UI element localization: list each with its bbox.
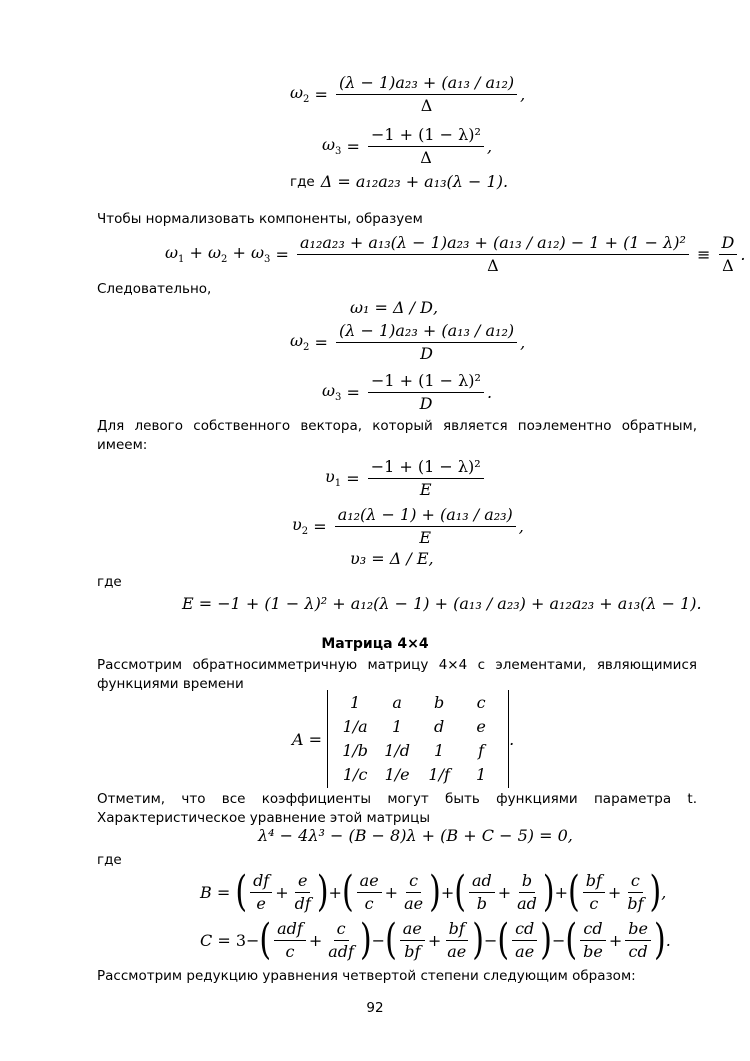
- equation-delta-definition: где Δ = a₁₂a₂₃ + a₁₃(λ − 1) .: [290, 172, 509, 191]
- text-normalize: Чтобы нормализовать компоненты, образуем: [97, 211, 423, 227]
- text-gde-3: где: [97, 852, 122, 868]
- matrix-cell: 1/e: [384, 765, 410, 784]
- omega2-numerator: (λ − 1)a₂₃ + (a₁₃ / a₁₂): [336, 72, 517, 95]
- equation-omega2-norm: $\omega_2$ = $\frac{\text{(λ − 1)a₂₃ + (a₁₃ / a₁₂)}}{D}$ ,: [290, 321, 526, 363]
- equation-omega-sum: $\omega_1 + \omega_2 + \omega_3$ = $\frac{\text{a₁₂a₂₃ + a₁₃(λ − 1)a₂₃ + (a₁₃ / a₁₂) − 1 + (1 − λ)²}}{\Delta}$ ≡ $\frac{D}{\Delta}$ .: [165, 233, 746, 275]
- matrix-cell: 1: [392, 717, 403, 736]
- matrix-cell: c: [476, 693, 486, 712]
- matrix-cell: f: [478, 741, 485, 760]
- text-left-vector: Для левого собственного вектора, который является поэлементно обратным, имеем:: [97, 418, 697, 453]
- text-consider-matrix: Рассмотрим обратносимметричную матрицу 4×4 с элементами, являющимися функциями времени: [97, 657, 697, 692]
- page-number: 92: [366, 1000, 384, 1016]
- text-note-coeffs: Отметим, что все коэффициенты могут быть функциями параметра t. Характеристическое уравнение этой матрицы: [97, 791, 697, 826]
- equation-upsilon1: $\upsilon_1$ = $\frac{\text{−1 + (1 − λ)²}}{E}$: [325, 456, 487, 501]
- text-reduction: Рассмотрим редукцию уравнения четвертой степени следующим образом:: [97, 968, 636, 984]
- matrix-cell: 1/b: [342, 741, 369, 760]
- section-heading: Матрица 4×4: [321, 636, 429, 652]
- matrix-cell: 1: [434, 741, 445, 760]
- equation-omega3-norm: $\omega_3$ = $\frac{\text{−1 + (1 − λ)²}}{D}$ .: [322, 371, 493, 413]
- text-therefore: Следовательно,: [97, 281, 212, 297]
- equation-omega1-norm: ω₁ = Δ / D ,: [350, 298, 439, 317]
- equation-omega3-top: $\omega_3$ = $\frac{\text{−1 + (1 − λ)²}}{\Delta}$ ,: [322, 125, 493, 167]
- matrix-cell: 1/c: [342, 765, 368, 784]
- sum-numerator: a₁₂a₂₃ + a₁₃(λ − 1)a₂₃ + (a₁₃ / a₁₂) − 1 + (1 − λ)²: [297, 232, 689, 255]
- matrix-cell: 1/f: [428, 765, 450, 784]
- matrix-cell: a: [392, 693, 402, 712]
- equation-characteristic: λ⁴ − 4λ³ − (B − 8)λ + (B + C − 5) = 0 ,: [258, 826, 573, 845]
- equation-C: C = 3 − ( $\frac{\text{adf}}{c}$ + $\frac{c}{\text{adf}}$ ) − ( $\frac{ae}{bf}$ + $\frac{bf}{ae}$ ) − ( $\frac{cd}{ae}$ ) − ( $\frac{cd}{be}$ + $\frac{be}{cd}$ ) .: [200, 915, 671, 965]
- matrix-cell: 1: [350, 693, 361, 712]
- matrix-cell: 1/d: [384, 741, 411, 760]
- matrix-cell: 1/a: [342, 717, 368, 736]
- equation-omega2-top: $\omega_2$ = $\frac{\text{(λ − 1)a₂₃ + (a₁₃ / a₁₂)}}{\Delta}$ ,: [290, 73, 526, 115]
- matrix-cell: e: [476, 717, 486, 736]
- text-gde-2: где: [97, 574, 122, 590]
- omega3-numerator: −1 + (1 − λ)²: [368, 124, 484, 147]
- matrix-grid: [327, 690, 509, 788]
- equation-upsilon2: $\upsilon_2$ = $\frac{\text{a₁₂(λ − 1) + (a₁₃ / a₂₃)}}{E}$ ,: [292, 505, 524, 547]
- equation-E-definition: E = −1 + (1 − λ)² + a₁₂(λ − 1) + (a₁₃ / a₂₃) + a₁₂a₂₃ + a₁₃(λ − 1).: [182, 594, 702, 613]
- matrix-cell: d: [434, 717, 445, 736]
- matrix-cell: 1: [476, 765, 487, 784]
- matrix-cell: b: [434, 693, 445, 712]
- equation-upsilon3: υ₃ = Δ / E ,: [350, 549, 434, 568]
- equation-matrix-A: A = 1 a b c 1/a 1 d e 1/b 1/d 1 f 1/c 1/e 1/f 1 .: [292, 690, 514, 788]
- equation-B: B = ( $\frac{df}{e}$ + $\frac{e}{df}$ ) + ( $\frac{ae}{c}$ + $\frac{c}{ae}$ ) + ( $\frac{ad}{b}$ + $\frac{b}{ad}$ ) + ( $\frac{bf}{c}$ + $\frac{c}{bf}$ ) ,: [200, 867, 667, 917]
